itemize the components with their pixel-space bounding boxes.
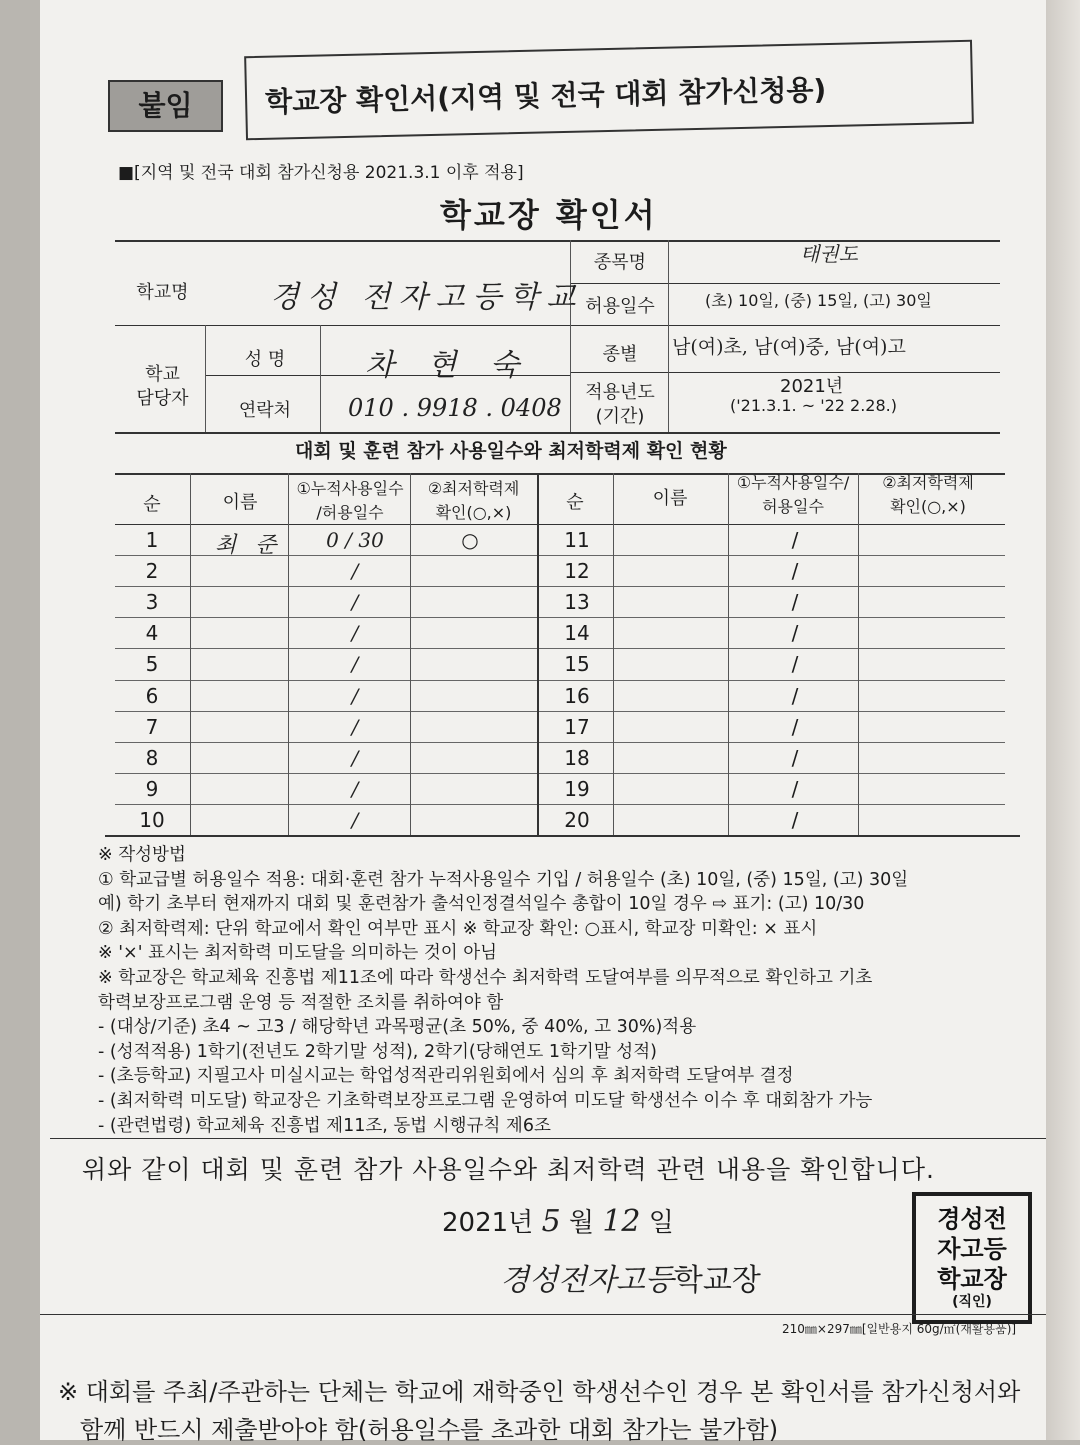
row-days: /: [351, 745, 359, 770]
manager-label-line2: 담당자: [136, 388, 189, 409]
instruction-line: - (최저학력 미도달) 학교장은 기초학력보장프로그램 운영하여 미도달 학생선수 이수 후 대회참가 가능: [98, 1090, 873, 1111]
instructions: [98, 843, 908, 1138]
section-title: 대회 및 훈련 참가 사용일수와 최저학력제 확인 현황: [295, 440, 727, 462]
row-check: ○: [461, 528, 479, 552]
table-line: [613, 473, 614, 835]
document-title: 학교장 확인서: [440, 196, 658, 234]
year-label-line1: 적용년도: [585, 382, 655, 403]
row-number: 18: [564, 745, 590, 770]
row-number: 8: [145, 745, 159, 770]
footer-note-line1: ※ 대회를 주최/주관하는 단체는 학교에 재학중인 학생선수인 경우 본 확인서를 참가신청서와: [58, 1378, 1021, 1406]
col-header-min-line1: ②최저학력제: [427, 479, 520, 498]
sport-label: 종목명: [593, 252, 647, 273]
document-page: [40, 0, 1070, 1444]
instruction-line: 예) 학기 초부터 현재까지 대회 및 훈련참가 출석인정결석일수 총합이 10일 경우 ⇨ 표기: (고) 10/30: [98, 894, 865, 915]
row-number: 11: [564, 528, 590, 552]
instruction-line: - (관련법령) 학교체육 진흥법 제11조, 동법 시행규칙 제6조: [98, 1115, 551, 1136]
table-line: [570, 283, 1000, 284]
row-number: 6: [145, 683, 159, 708]
row-days: /: [791, 590, 799, 615]
col-header-days-right-line2: 허용일수: [762, 497, 824, 516]
col-header-min-right-line2: 확인(○,×): [890, 497, 966, 516]
table-row-line: [115, 586, 1005, 587]
row-number: 5: [145, 652, 159, 677]
instruction-line: - (성적적용) 1학기(전년도 2학기말 성적), 2학기(당해연도 1학기말 성적): [98, 1041, 657, 1062]
table-row-line: [115, 648, 1005, 649]
principal-signature: [500, 1255, 761, 1299]
table-row-line: [115, 617, 1005, 618]
contact-label: 연락처: [238, 400, 292, 421]
table-line: [410, 473, 411, 835]
instruction-line: ※ '×' 표시는 최저학력 미도달을 의미하는 것이 아님: [98, 943, 498, 964]
contact-value: 010 . 9918 . 0408: [348, 394, 562, 422]
paper-spec: 210㎜×297㎜[일반용지 60g/㎡(재활용품)]: [782, 1322, 1017, 1336]
seal-text: 경성전자고등학교장: [937, 1205, 1007, 1293]
row-number: 1: [145, 528, 159, 552]
table-row-line: [115, 804, 1005, 805]
row-days: /: [351, 590, 359, 615]
row-days: /: [791, 621, 799, 646]
row-number: 10: [139, 807, 165, 832]
col-header-no: 순: [143, 494, 161, 515]
allowed-days-label: 허용일수: [585, 296, 655, 317]
row-days: /: [351, 559, 359, 584]
row-number: 14: [564, 621, 590, 646]
table-line: [190, 473, 191, 835]
gender-label: 종별: [602, 344, 638, 365]
table-line: [858, 473, 859, 835]
row-number: 16: [564, 683, 590, 708]
row-days: /: [351, 807, 359, 832]
period-value: ('21.3.1. ~ '22 2.28.): [730, 396, 897, 415]
gender-value: 남(여)초, 남(여)중, 남(여)고: [672, 336, 906, 358]
date-day-unit: 일: [648, 1208, 674, 1238]
row-days: /: [351, 652, 359, 677]
confirmation-statement: 위와 같이 대회 및 훈련 참가 사용일수와 최저학력 관련 내용을 확인합니다.: [82, 1155, 935, 1184]
table-line: [115, 240, 1000, 242]
date-month-unit: 월: [568, 1208, 595, 1238]
col-header-days-right-line1: ①누적사용일수/: [736, 473, 850, 492]
school-seal: [912, 1192, 1032, 1324]
col-header-no-right: 순: [566, 492, 584, 513]
row-number: 12: [564, 559, 590, 584]
row-number: 9: [145, 776, 159, 801]
instruction-line: - (대상/기준) 초4 ~ 고3 / 해당학년 과목평균(초 50%, 중 40%, 고 30%)적용: [98, 1017, 697, 1038]
date-month: 5: [541, 1204, 561, 1239]
col-header-min-right-line1: ②최저학력제: [882, 473, 974, 492]
school-value: 경성 전자고등학교: [270, 280, 584, 315]
table-row-line: [115, 680, 1005, 681]
table-line: [320, 325, 321, 432]
row-days: /: [791, 745, 799, 770]
row-number: 15: [564, 652, 590, 677]
instruction-line: ① 학교급별 허용일수 적용: 대회·훈련 참가 누적사용일수 기입 / 허용일수 (초) 10일, (중) 15일, (고) 30일: [98, 869, 909, 890]
header-title-box: 학교장 확인서(지역 및 전국 대회 참가신청용): [244, 40, 974, 140]
signing-date: [442, 1202, 674, 1239]
table-row-line: [115, 773, 1005, 774]
row-number: 4: [145, 621, 159, 646]
col-header-name-right: 이름: [652, 488, 688, 509]
row-days: /: [791, 807, 799, 832]
school-label: 학교명: [136, 282, 189, 303]
table-line: [115, 325, 1000, 326]
col-header-days-line2: /허용일수: [316, 503, 384, 522]
instruction-line: ② 최저학력제: 단위 학교에서 확인 여부만 표시 ※ 학교장 확인: ○표시, 학교장 미확인: × 표시: [98, 918, 818, 939]
manager-label-line1: 학교: [145, 364, 180, 385]
table-line: [115, 432, 1000, 434]
table-line: [668, 240, 669, 432]
principal-school: 경성전자고등: [500, 1263, 674, 1298]
row-number: 19: [564, 776, 590, 801]
col-header-name: 이름: [222, 492, 258, 513]
seal-mark: (직인): [952, 1294, 992, 1310]
row-days: /: [791, 683, 799, 708]
applicability-note: ■[지역 및 전국 대회 참가신청용 2021.3.1 이후 적용]: [118, 163, 524, 183]
row-days: /: [791, 776, 799, 801]
row-days: 0 / 30: [326, 528, 384, 552]
row-days: /: [351, 683, 359, 708]
row-days: /: [351, 776, 359, 801]
year-label-line2: (기간): [595, 406, 645, 427]
row-days: /: [791, 714, 799, 739]
divider: [40, 1314, 1060, 1315]
date-day: 12: [602, 1204, 641, 1239]
table-line: [570, 240, 571, 432]
table-line: [537, 473, 539, 835]
row-number: 13: [564, 590, 590, 615]
date-year: 2021년: [442, 1208, 534, 1238]
background-keyboard-edge: [1046, 0, 1080, 1440]
row-days: /: [351, 621, 359, 646]
person-name-label: 성 명: [244, 349, 286, 370]
year-value: 2021년: [780, 376, 844, 397]
person-name-value: 차 현 숙: [365, 348, 532, 383]
table-row-line: [115, 742, 1005, 743]
row-days: /: [351, 714, 359, 739]
sport-value: 태권도: [800, 242, 858, 266]
allowed-days-value: (초) 10일, (중) 15일, (고) 30일: [705, 291, 932, 310]
row-number: 3: [145, 590, 159, 615]
table-line: [728, 473, 729, 835]
row-number: 20: [564, 807, 590, 832]
row-number: 17: [564, 714, 590, 739]
table-line: [105, 835, 1020, 837]
col-header-days-line1: ①누적사용일수: [296, 479, 404, 498]
footer-note-line2: 함께 반드시 제출받아야 함(허용일수를 초과한 대회 참가는 불가함): [80, 1416, 779, 1444]
row-number: 2: [145, 559, 159, 584]
row-number: 7: [145, 714, 159, 739]
row-days: /: [791, 652, 799, 677]
row-name: 최 준: [215, 533, 283, 558]
row-days: /: [791, 528, 799, 552]
table-line: [205, 325, 206, 432]
table-line: [288, 473, 289, 835]
instruction-line: - (초등학교) 지필고사 미실시교는 학업성적관리위원회에서 심의 후 최저학력 도달여부 결정: [98, 1066, 794, 1087]
col-header-min-line2: 확인(○,×): [435, 503, 512, 522]
attachment-tag: 붙임: [108, 80, 223, 132]
instruction-line: 학력보장프로그램 운영 등 적절한 조치를 취하여야 함: [98, 992, 504, 1013]
table-row-line: [115, 711, 1005, 712]
principal-title: 학교장: [673, 1263, 761, 1298]
table-line: [115, 524, 1005, 525]
divider: [50, 1138, 1065, 1139]
instruction-line: ※ 학교장은 학교체육 진흥법 제11조에 따라 학생선수 최저학력 도달여부를 의무적으로 확인하고 기초: [98, 967, 873, 988]
row-days: /: [791, 559, 799, 584]
instruction-line: ※ 작성방법: [98, 845, 186, 865]
